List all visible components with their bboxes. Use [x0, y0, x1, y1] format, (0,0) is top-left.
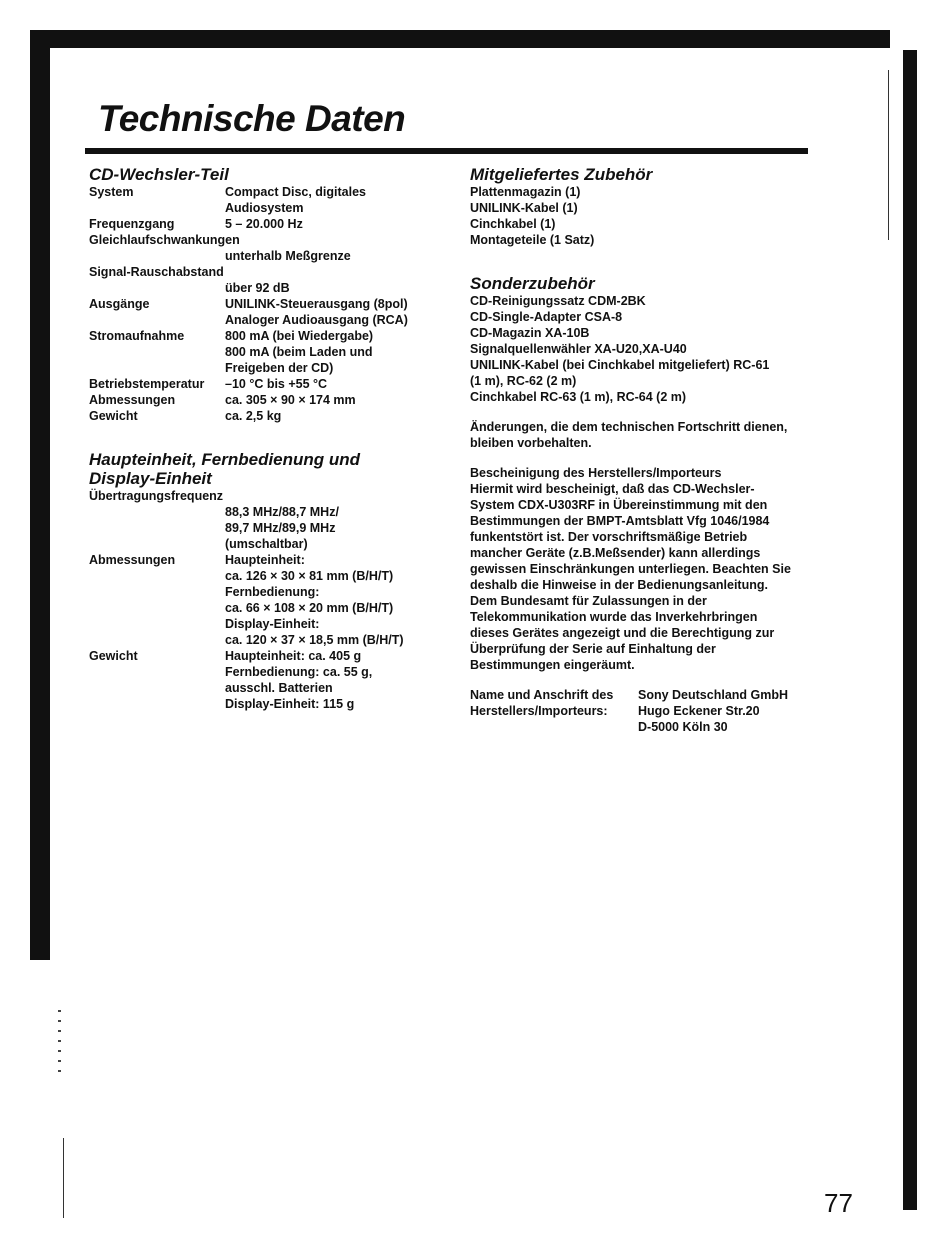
address-label: Name und Anschrift des Herstellers/Importeurs: [470, 688, 614, 718]
cd-changer-heading: CD-Wechsler-Teil [89, 165, 229, 184]
spec-value: Compact Disc, digitales Audiosystem [225, 185, 367, 215]
list-item: Plattenmagazin (1) [470, 185, 581, 199]
spec-label: Abmessungen [89, 393, 176, 407]
optional-heading: Sonderzubehör [470, 274, 595, 293]
spec-value: ca. 2,5 kg [225, 409, 282, 423]
left-column [89, 165, 449, 712]
address-value: Sony Deutschland GmbH Hugo Eckener Str.20 D-5000 Köln 30 [638, 688, 789, 734]
top-border-bar [30, 30, 890, 48]
spec-wow-value: unterhalb Meßgrenze [225, 249, 351, 263]
list-item: CD-Magazin XA-10B [470, 326, 590, 340]
list-item: CD-Single-Adapter CSA-8 [470, 310, 623, 324]
spec-value: 5 – 20.000 Hz [225, 217, 303, 231]
left-border-bar [30, 30, 50, 960]
spec-value: ca. 305 × 90 × 174 mm [225, 393, 356, 407]
spec-label: Gewicht [89, 409, 138, 423]
spec-value: Haupteinheit: ca. 126 × 30 × 81 mm (B/H/T) Fernbedienung: ca. 66 × 108 × 20 mm (B/H/T) Display-Einheit: ca. 120 × 37 × 18,5 mm (B/H/T) [225, 553, 404, 647]
spec-value: 800 mA (bei Wiedergabe) 800 mA (beim Laden und Freigeben der CD) [225, 329, 374, 375]
main-unit-heading-line2: Display-Einheit [89, 469, 212, 488]
title-underline [85, 148, 808, 154]
spec-label: Frequenzgang [89, 217, 175, 231]
spec-power [89, 328, 449, 376]
change-note: Änderungen, die dem technischen Fortschritt dienen, bleiben vorbehalten. [470, 420, 788, 450]
spec-value: UNILINK-Steuerausgang (8pol) Analoger Audioausgang (RCA) [225, 297, 408, 327]
spec-value: Haupteinheit: ca. 405 g Fernbedienung: ca. 55 g, ausschl. Batterien Display-Einheit: 115 g [225, 649, 373, 711]
spec-wow-label: Gleichlaufschwankungen [89, 233, 240, 247]
list-item: Cinchkabel RC-63 (1 m), RC-64 (2 m) [470, 390, 687, 404]
list-item: Signalquellenwähler XA-U20,XA-U40 [470, 342, 687, 356]
spec-label: Ausgänge [89, 297, 150, 311]
left-dotted-line [58, 1010, 61, 1080]
spec-label: Stromaufnahme [89, 329, 185, 343]
spec-snr-value: über 92 dB [225, 281, 290, 295]
page-number: 77 [824, 1188, 853, 1218]
right-column [470, 165, 800, 735]
spec-transmit-freq-label: Übertragungsfrequenz [89, 489, 224, 503]
spec-transmit-freq-value: 88,3 MHz/88,7 MHz/ 89,7 MHz/89,9 MHz (umschaltbar) [225, 505, 339, 551]
list-item: Montageteile (1 Satz) [470, 233, 595, 247]
list-item: Cinchkabel (1) [470, 217, 556, 231]
list-item: (1 m), RC-62 (2 m) [470, 374, 577, 388]
right-border-bar [903, 50, 917, 1210]
spec-label: System [89, 185, 134, 199]
left-thin-line [63, 1138, 64, 1218]
spec-main-weight [89, 648, 449, 712]
spec-main-dimensions [89, 552, 449, 648]
main-unit-heading-line1: Haupteinheit, Fernbedienung und [89, 450, 361, 469]
spec-weight [89, 408, 449, 424]
list-item: UNILINK-Kabel (1) [470, 201, 578, 215]
supplied-heading: Mitgeliefertes Zubehör [470, 165, 653, 184]
certificate-text: Hiermit wird bescheinigt, daß das CD-Wechsler- System CDX-U303RF in Übereinstimmung mit den Bestimmungen der BMPT-Amtsblatt Vfg 1046/1984 funkentstört ist. Der vorschriftsmäßige Betrieb mancher Geräte (z.B.Meßsender) kann allerdings gewissen Einschränkungen unterliegen. Beachten Sie deshalb die Hinweise in der Bedienungsanleitung. Dem Bundesamt für Zulassungen in der Telekommunikation wurde das Inverkehrbringen dieses Gerätes angezeigt und die Berechtigung zur Überprüfung der Serie auf Einhaltung der Bestimmungen eingeräumt. [470, 482, 791, 672]
spec-label: Gewicht [89, 649, 138, 663]
right-thin-line [888, 70, 889, 240]
manufacturer-address [470, 687, 800, 735]
certificate-heading: Bescheinigung des Herstellers/Importeurs [470, 466, 722, 480]
spec-temperature [89, 376, 449, 392]
list-item: CD-Reinigungssatz CDM-2BK [470, 294, 646, 308]
spec-frequency [89, 216, 449, 232]
spec-label: Betriebstemperatur [89, 377, 205, 391]
spec-label: Abmessungen [89, 553, 176, 567]
spec-dimensions [89, 392, 449, 408]
spec-outputs [89, 296, 449, 328]
spec-system [89, 184, 449, 216]
list-item: UNILINK-Kabel (bei Cinchkabel mitgeliefert) RC-61 [470, 358, 770, 372]
page-title: Technische Daten [98, 98, 406, 139]
spec-value: –10 °C bis +55 °C [225, 377, 328, 391]
spec-snr-label: Signal-Rauschabstand [89, 265, 224, 279]
